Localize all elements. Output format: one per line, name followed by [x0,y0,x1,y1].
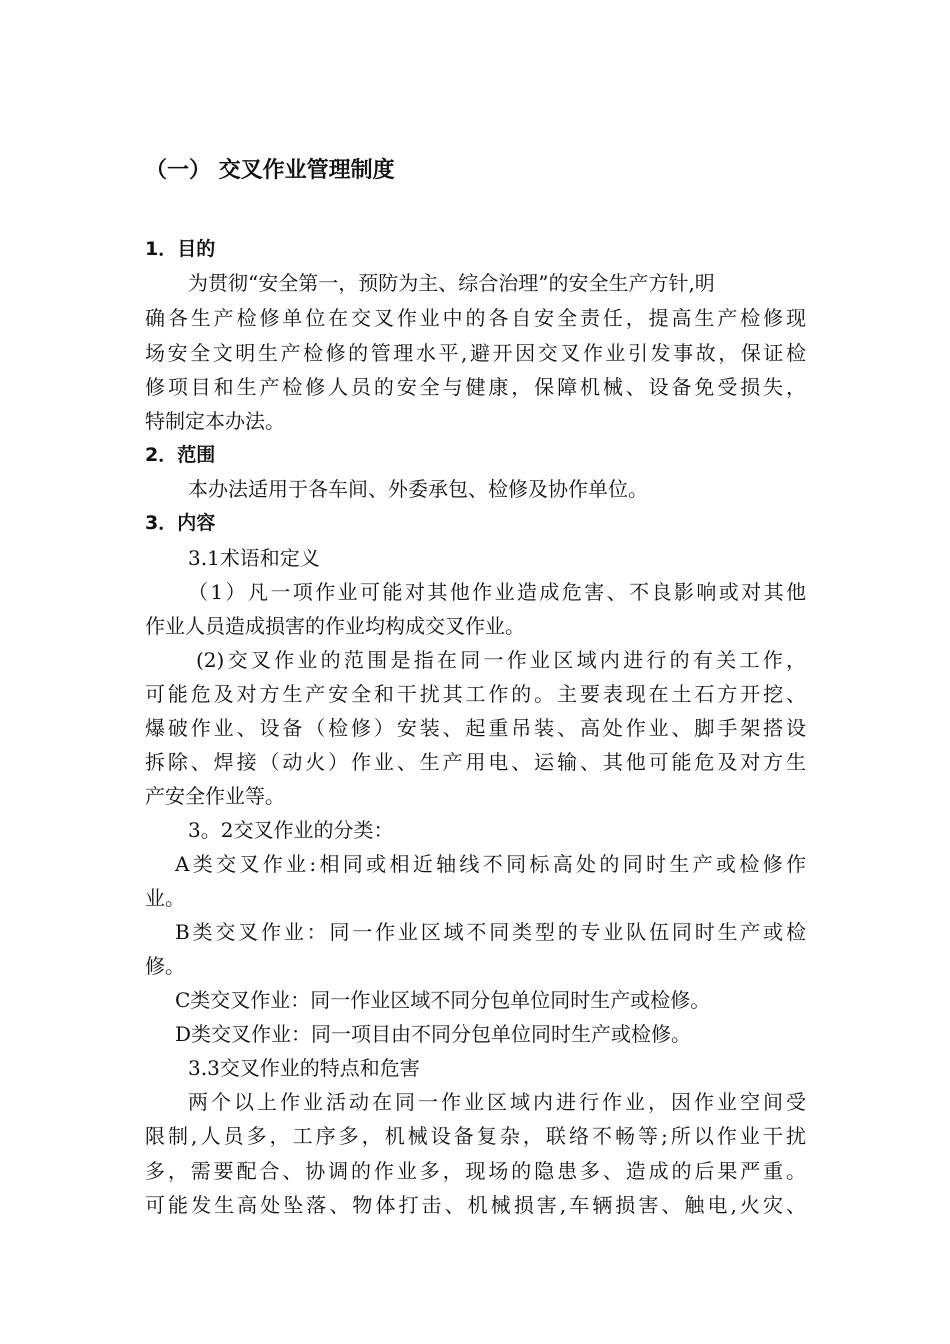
paragraph-line: 可能危及对方生产安全和干扰其工作的。主要表现在土石方开挖、 [145,682,806,706]
paragraph-line: 多，需要配合、协调的作业多，现场的隐患多、造成的后果严重。 [145,1159,806,1183]
paragraph-line: 拆除、焊接（动火）作业、生产用电、运输、其他可能危及对方生 [145,750,806,774]
paragraph-line: 作业人员造成损害的作业均构成交叉作业。 [145,614,525,638]
category-c-line: C类交叉作业：同一作业区域不同分包单位同时生产或检修。 [175,988,711,1012]
section-1-heading: 1．目的 [145,238,216,260]
section-3-heading: 3．内容 [145,512,216,534]
subsection-heading: 3。2交叉作业的分类： [188,818,394,842]
paragraph-line: (2)交叉作业的范围是指在同一作业区域内进行的有关工作， [196,648,806,672]
subsection-heading: 3.1术语和定义 [188,546,320,570]
section-2-heading: 2．范围 [145,444,216,466]
paragraph-line: 两个以上作业活动在同一作业区域内进行作业，因作业空间受 [188,1090,806,1114]
document-title: （一） 交叉作业管理制度 [145,158,395,183]
category-a-line: A类交叉作业:相同或相近轴线不同标高处的同时生产或检修作 [175,852,806,876]
category-b-line: 修。 [145,954,185,978]
category-a-line: 业。 [145,886,185,910]
paragraph-line: 确各生产检修单位在交叉作业中的各自安全责任，提高生产检修现 [145,306,806,330]
paragraph-line: 修项目和生产检修人员的安全与健康，保障机械、设备免受损失， [145,375,806,399]
paragraph-line: 本办法适用于各车间、外委承包、检修及协作单位。 [188,477,648,501]
paragraph-line: 限制,人员多，工序多，机械设备复杂，联络不畅等;所以作业干扰 [145,1124,806,1148]
subsection-heading: 3.3交叉作业的特点和危害 [188,1056,420,1080]
category-b-line: B类交叉作业：同一作业区域不同类型的专业队伍同时生产或检 [175,920,806,944]
paragraph-line: 可能发生高处坠落、物体打击、机械损害,车辆损害、触电,火灾、 [145,1193,806,1217]
category-d-line: D类交叉作业：同一项目由不同分包单位同时生产或检修。 [175,1022,692,1046]
paragraph-line: 为贯彻“安全第一，预防为主、综合治理”的安全生产方针,明 [188,271,715,295]
paragraph-line: 特制定本办法。 [145,409,285,433]
paragraph-line: 爆破作业、设备（检修）安装、起重吊装、高处作业、脚手架搭设 [145,716,806,740]
paragraph-line: 场安全文明生产检修的管理水平,避开因交叉作业引发事故，保证检 [145,341,806,365]
paragraph-line: 产安全作业等。 [145,784,285,808]
paragraph-line: （1）凡一项作业可能对其他作业造成危害、不良影响或对其他 [188,580,806,604]
